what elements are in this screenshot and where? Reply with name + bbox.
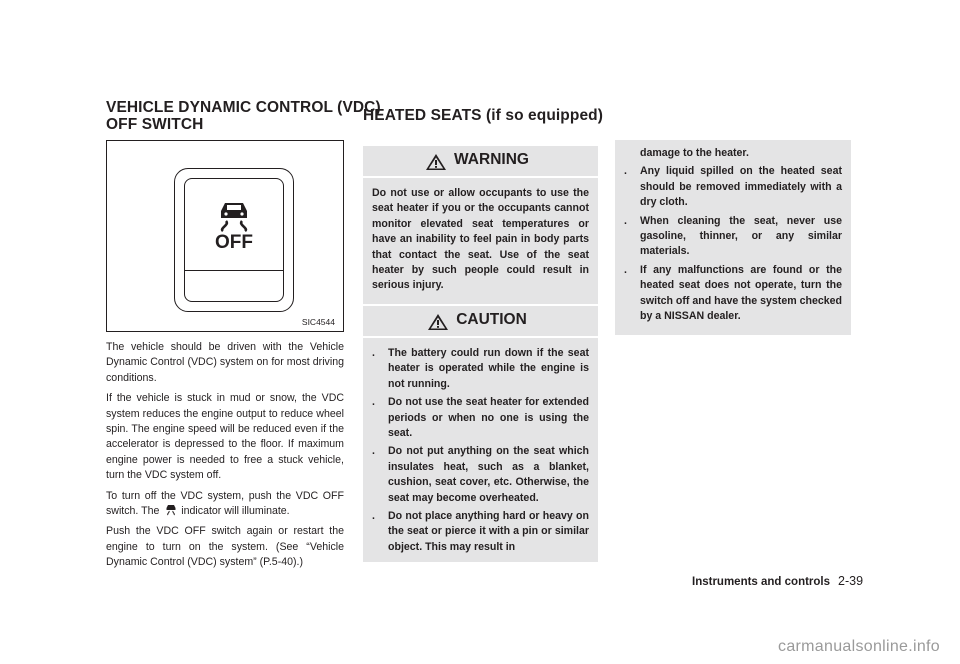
page-footer bbox=[692, 574, 863, 588]
vdc-switch-figure bbox=[106, 140, 344, 332]
caution-header bbox=[363, 306, 598, 338]
vdc-heading bbox=[106, 99, 381, 133]
caution-item: . Any liquid spilled on the heated seat should be removed immediately with a dry cloth. bbox=[624, 165, 842, 209]
switch-divider bbox=[185, 270, 283, 271]
caution-item: . When cleaning the seat, never use gasoline, thinner, or any similar materials. bbox=[624, 214, 842, 258]
footer-section: Instruments and controls bbox=[692, 576, 831, 588]
vdc-paragraph: If the vehicle is stuck in mud or snow, the VDC system reduces the engine output to reduce wheel spin. The engine speed will be reduced even if the accelerator is depressed to the floor. If maximum engine power is needed to free a stuck vehicle, turn the VDC system off. bbox=[106, 392, 344, 482]
vdc-body bbox=[106, 340, 344, 576]
vdc-paragraph: To turn off the VDC system, push the VDC OFF switch. The indicator will illuminate. bbox=[106, 489, 344, 518]
figure-caption: SIC4544 bbox=[301, 317, 335, 327]
switch-off-label: OFF bbox=[215, 232, 253, 253]
watermark: carmanualsonline.info bbox=[778, 638, 940, 655]
vdc-off-indicator-icon bbox=[165, 504, 177, 516]
warning-title: WARNING bbox=[454, 151, 529, 168]
caution-item: . The battery could run down if the seat heater is operated while the engine is not running. bbox=[372, 347, 589, 390]
caution-list bbox=[363, 338, 598, 562]
vdc-car-skid-icon bbox=[216, 199, 252, 233]
caution-box-continued bbox=[615, 140, 851, 335]
warning-text: Do not use or allow occupants to use the seat heater if you or the occupants cannot monitor elevated seat temperatures or have an inability to feel pain in body parts that contact the seat. Use of the seat heater by such people could result in serious injury. bbox=[372, 187, 589, 292]
warning-header bbox=[363, 146, 598, 178]
vdc-heading-line2: OFF SWITCH bbox=[106, 116, 204, 133]
caution-item: . Do not use the seat heater for extended periods or when no one is using the seat. bbox=[372, 396, 589, 440]
caution-item: . Do not put anything on the seat which insulates heat, such as a blanket, cushion, seat cover, etc. Otherwise, the seat may become overheated. bbox=[372, 445, 589, 504]
heated-seats-heading: HEATED SEATS (if so equipped) bbox=[363, 107, 603, 124]
caution-box bbox=[363, 306, 598, 562]
caution-item: . Do not place anything hard or heavy on the seat or pierce it with a pin or similar object. This may result in bbox=[372, 510, 589, 553]
vdc-paragraph: The vehicle should be driven with the Vehicle Dynamic Control (VDC) system on for most driving conditions. bbox=[106, 341, 344, 384]
warning-box bbox=[363, 146, 598, 304]
vdc-paragraph: Push the VDC OFF switch again or restart the engine to turn on the system. (See “Vehicle Dynamic Control (VDC) system” (P.5-40).) bbox=[106, 525, 344, 569]
vdc-heading-line1: VEHICLE DYNAMIC CONTROL (VDC) bbox=[106, 99, 381, 116]
caution-item-continued: damage to the heater. bbox=[640, 147, 749, 159]
caution-item: . If any malfunctions are found or the heated seat does not operate, turn the switch off and have the system checked by a NISSAN dealer. bbox=[624, 263, 842, 323]
caution-title: CAUTION bbox=[456, 311, 527, 328]
page-number: 2-39 bbox=[838, 574, 864, 588]
caution-list-continued bbox=[615, 140, 851, 335]
